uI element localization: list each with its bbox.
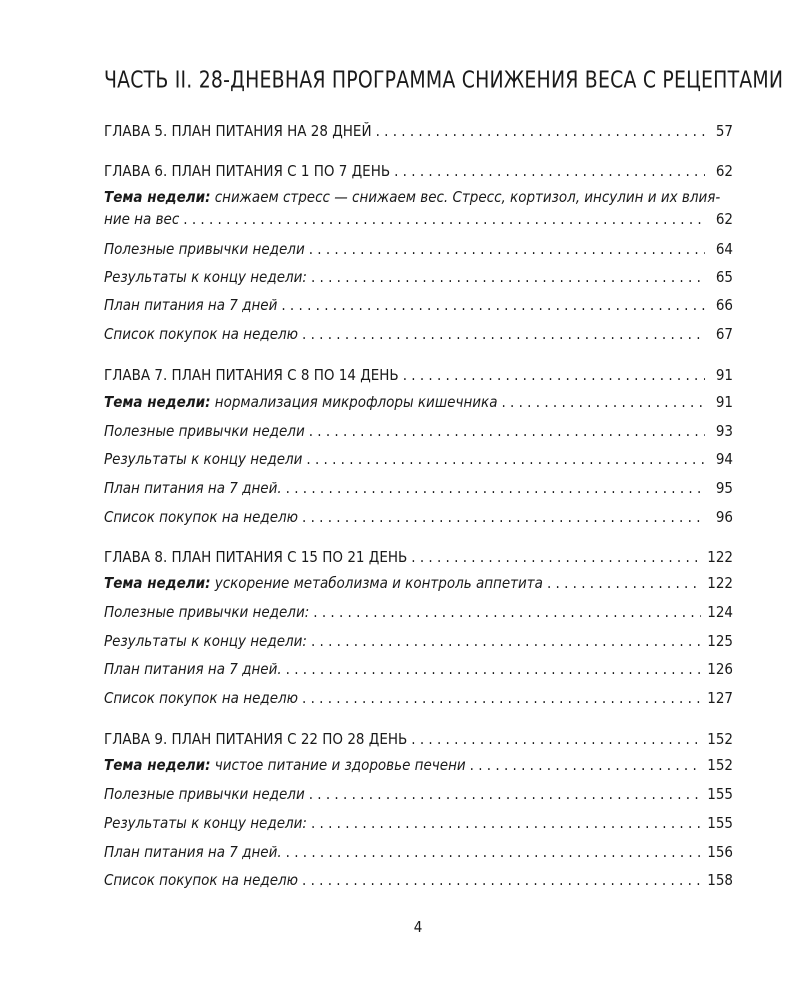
leader-dots [403,366,705,384]
leader-dots [286,843,702,861]
leader-dots [394,162,705,180]
page-ref: 57 [715,122,733,140]
theme-text: нормализация микрофлоры кишечника [210,393,498,411]
leader-dots [302,871,701,889]
theme-label: Тема недели: [104,574,211,592]
item-label: План питания на 7 дней. [104,660,282,678]
leader-dots [183,210,705,228]
page-ref: 94 [715,450,733,468]
toc-item[interactable] [104,689,733,707]
theme-entry [104,393,497,411]
leader-dots [309,785,702,803]
theme-text: чистое питание и здоровье печени [210,756,466,774]
leader-dots [309,422,705,440]
toc-item[interactable] [104,479,733,497]
leader-dots [311,268,705,286]
item-label: Список покупок на неделю [104,871,298,889]
leader-dots [501,393,705,411]
page-ref: 152 [707,730,733,748]
leader-dots [306,450,705,468]
toc-theme-8[interactable] [104,574,733,592]
item-label: План питания на 7 дней. [104,479,282,497]
page-ref: 65 [715,268,733,286]
toc-item[interactable] [104,785,733,803]
page-ref: 127 [707,689,733,707]
toc-item[interactable] [104,296,733,314]
leader-dots [376,122,705,140]
theme-text: ускорение метаболизма и контроль аппетита [210,574,543,592]
toc-chapter-9[interactable] [104,730,733,748]
leader-dots [286,660,702,678]
toc-item[interactable] [104,450,733,468]
leader-dots [311,632,701,650]
theme-entry [104,574,543,592]
toc-item[interactable] [104,843,733,861]
page-ref: 152 [707,756,733,774]
theme-entry [104,756,466,774]
toc-chapter-7[interactable] [104,366,733,384]
chapter-title: ГЛАВА 9. ПЛАН ПИТАНИЯ С 22 ПО 28 ДЕНЬ [104,730,408,748]
page-ref: 91 [715,393,733,411]
item-label: Полезные привычки недели: [104,603,310,621]
leader-dots [411,730,701,748]
item-label: Результаты к концу недели: [104,268,307,286]
item-label: План питания на 7 дней. [104,843,282,861]
leader-dots [311,814,701,832]
item-label: Список покупок на неделю [104,508,298,526]
toc-item[interactable] [104,603,733,621]
item-label: Результаты к концу недели: [104,632,307,650]
toc-item[interactable] [104,268,733,286]
page-ref: 125 [707,632,733,650]
toc-item[interactable] [104,240,733,258]
toc-item[interactable] [104,422,733,440]
leader-dots [302,325,705,343]
toc-item[interactable] [104,325,733,343]
leader-dots [286,479,705,497]
page-ref: 66 [715,296,733,314]
toc-chapter-8[interactable] [104,548,733,566]
toc-theme-9[interactable] [104,756,733,774]
toc-theme-line[interactable] [104,188,733,206]
theme-label: Тема недели: [104,756,211,774]
page-ref: 158 [707,871,733,889]
theme-entry [104,188,720,206]
leader-dots [313,603,701,621]
page-ref: 91 [715,366,733,384]
theme-text: снижаем стресс — снижаем вес. Стресс, кортизол, инсулин и их влия- [210,188,721,206]
chapter-title: ГЛАВА 5. ПЛАН ПИТАНИЯ НА 28 ДНЕЙ [104,122,372,140]
theme-label: Тема недели: [104,393,211,411]
page-ref: 93 [715,422,733,440]
leader-dots [281,296,705,314]
toc-item[interactable] [104,871,733,889]
leader-dots [302,689,701,707]
page-ref: 126 [707,660,733,678]
item-label: Список покупок на неделю [104,689,298,707]
toc-chapter-6[interactable] [104,162,733,180]
page-number: 4 [413,918,423,936]
chapter-title: ГЛАВА 7. ПЛАН ПИТАНИЯ С 8 ПО 14 ДЕНЬ [104,366,399,384]
item-label: Список покупок на неделю [104,325,298,343]
leader-dots [302,508,705,526]
page-ref: 96 [715,508,733,526]
page-ref: 122 [707,548,733,566]
page-ref: 122 [707,574,733,592]
page-ref: 156 [707,843,733,861]
page-ref: 95 [715,479,733,497]
chapter-title: ГЛАВА 8. ПЛАН ПИТАНИЯ С 15 ПО 21 ДЕНЬ [104,548,408,566]
page-ref: 62 [715,210,733,228]
item-label: Результаты к концу недели: [104,814,307,832]
part-title: ЧАСТЬ II. 28-ДНЕВНАЯ ПРОГРАММА СНИЖЕНИЯ ВЕСА С РЕЦЕПТАМИ [104,66,784,93]
item-label: Полезные привычки недели [104,422,305,440]
toc-theme-7[interactable] [104,393,733,411]
page-ref: 155 [707,814,733,832]
toc-theme-6[interactable] [104,210,733,228]
page-ref: 64 [715,240,733,258]
theme-label: Тема недели: [104,188,211,206]
page-ref: 62 [715,162,733,180]
item-label: Результаты к концу недели [104,450,303,468]
leader-dots [411,548,701,566]
item-label: Полезные привычки недели [104,785,305,803]
page-ref: 155 [707,785,733,803]
toc-chapter-5[interactable] [104,122,733,140]
toc-item[interactable] [104,508,733,526]
leader-dots [547,574,701,592]
toc-item[interactable] [104,814,733,832]
chapter-title: ГЛАВА 6. ПЛАН ПИТАНИЯ С 1 ПО 7 ДЕНЬ [104,162,391,180]
page-ref: 124 [707,603,733,621]
leader-dots [470,756,702,774]
page-ref: 67 [715,325,733,343]
theme-text-cont: ние на вес [104,210,180,228]
item-label: Полезные привычки недели [104,240,305,258]
toc-item[interactable] [104,660,733,678]
leader-dots [309,240,705,258]
toc-item[interactable] [104,632,733,650]
item-label: План питания на 7 дней [104,296,278,314]
